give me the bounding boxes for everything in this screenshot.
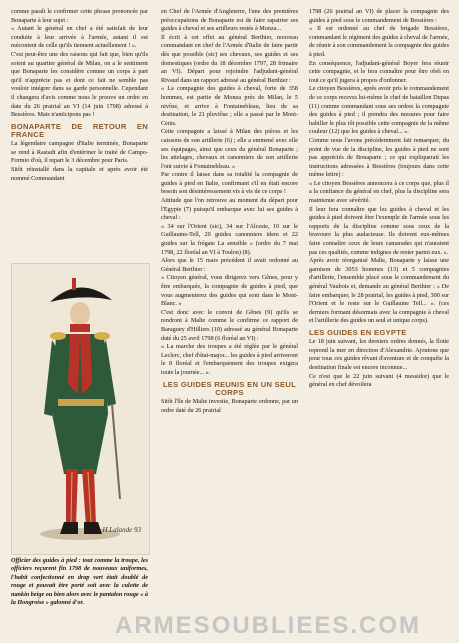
illustrator-signature: H.Lalande 93: [102, 526, 141, 534]
column-2: [161, 8, 298, 415]
site-watermark: ARMESOUBLIEES.COM: [114, 612, 421, 639]
paragraph: « Il est ordonné au chef de brigade Bessières, commandant le régiment des guides à cheval de l'armée, de réunir à son commandement la compagnie des guides à pied.: [309, 25, 449, 58]
paragraph: Il leur fera connaître que les guides à cheval et les guides à pied doivent être l'exemple de l'armée sous les rapports de la discipline comme sous ceux de la bravoure la plus audacieuse. Ils doivent eux-mêmes faire connaître ceux de leurs camarades qui n'auraient pas ces qualités, comme indignes de rester parmi eux. ».: [309, 205, 449, 256]
paragraph: « La marche des troupes a été réglée par le général Leclerc, chef d'état-major... les guides à pied arriveront le 8 floréal et l'embarquement des troupes exigera toute la journée... ».: [161, 343, 298, 376]
paragraph: « Le citoyen Bessières annoncera à ce corps que, plus il a la confiance du général en chef, plus la discipline sera maintenue avec sévérité.: [309, 179, 449, 205]
paragraph: Cette compagnie a laissé à Milan des pièces et les caissons de son artillerie (6) ; elle a emmené avec elle ses équipages, ainsi que ceux du général Bonaparte ; les attelages, chevaux et canonniers de son artillerie l'ont suivie à Fontainebleau. »: [161, 128, 298, 170]
paragraph: en Chef de l'Armée d'Angleterre, l'une des premières préoccupations de Bonaparte est de faire rapatrier ses guides à cheval et ses artilleurs restés à Monza...: [161, 8, 298, 33]
paragraph: « Citoyen général, vous dirigerez vers Gênes, pour y être embarquée, la compagnie de guides à pied, que vous augmenterez des guides qui sont dans le Mont-Blanc. »: [161, 274, 298, 308]
paragraph: comme paraît le confirmer cette phrase prononcée par Bonaparte à leur sujet :: [11, 8, 148, 24]
paragraph: Par contre il laisse dans sa totalité la compagnie de guides à pied en Italie, confirmant s'il en était encore besoin son désintéressement vis à vis de ce corps !: [161, 171, 298, 196]
paragraph: En conséquence, l'adjudant-général Boyer fera réunir cette compagnie, et le fera connaître pour être obéi en tout ce qu'il jugera à propos d'ordonner.: [309, 59, 449, 84]
paragraph: Le 18 juin suivant, les derniers ordres donnés, la flotte reprend la mer en direction d'Alexandrie. Ajoutons que pour tous ces guides rêvant d'aventure et de conquête la destination finale est encore inconnue...: [309, 338, 449, 371]
figure-caption: Officier des guides à pied : tout comme la troupe, les officiers reçurent fin 1798 de nouveaux uniformes, l'habit confectionné en drap vert était doublé de rouge et pouvait être porté soit avec la culotte de nankin beige ou bien alors avec le pantalon rouge « à la Hongroise » galonné d'or.: [11, 557, 148, 607]
section-heading: LES GUIDES REUNIS EN UN SEUL CORPS: [162, 379, 297, 397]
paragraph: Le citoyen Bessières, après avoir pris le commandement de ce corps recevra lui-même le chef de bataillon Dupas (11) comme commandant sous ses ordres la compagnie des guides à pied ; il prendra des mesures pour faire habiller le plus tôt possible cette compagnie de la même couleur (12) que les guides à cheval... ».: [309, 85, 449, 136]
column-3: [309, 8, 449, 390]
paragraph: Sitôt réinstallé dans la capitale et après avoir été nommé Commandant: [11, 165, 148, 182]
paragraph: « 34 sur l'Orient (sic), 34 sur l'Alceste, 10 sur le Guillaume-Tell, 20 guides canonniers idem et 22 guides sur la frégate La sensible » (ordre du 7 mai 1798, 22 floréal an VI à Toulon) (8).: [161, 222, 298, 256]
guide-officer-figure: [12, 264, 149, 554]
section-heading: LES GUIDES EN EGYPTE: [309, 327, 407, 337]
paragraph: Comme nous l'avons précédemment fait remarquer, du point de vue de la discipline, les guides à pied ne sont pas appréciés de Bonaparte ; ce qui expliquerait les instructions adressées à Bessières (toujours dans cette même lettre) :: [309, 136, 449, 179]
paragraph: « Autant le général en chef a été satisfait de leur conduite à leur arrivée à l'armée, autant il est mécontent de celle qu'ils tiennent actuellement ! ».: [11, 25, 148, 50]
paragraph: Il écrit à cet effet au général Berthier, nouveau commandant en chef de l'Armée d'Italie de faire partir dès que possible (sic) ses chevaux, ses guides et ses domestiques (ordre du 18 décembre 1797, 28 frimaire an VI). Départ pour rejoindre l'adjudant-général Rivaud dans un rapport adressé au général Berthier :: [161, 33, 298, 84]
officer-illustration: [11, 263, 150, 555]
paragraph: 1798 (26 prairial an VI) de placer la compagnie des guides à pied sous le commandement de Bessières :: [309, 8, 449, 24]
paragraph: C'est peut-être une des raisons qui fait que, bien qu'ils soient au quartier général de Milan, on a le sentiment que Bonaparte les considère comme un corps à part qu'il n'apprécie pas et dont ce fait ne semble pas vouloir intégrer dans sa garde personnelle. Cependant il changera d'avis comme nous le prouve un ordre en date du 26 prairial an VI (14 juin 1798) adressé à Bessières. Mais n'anticipons pas !: [11, 50, 148, 119]
paragraph: Alors que le 15 mars précédent il avait ordonné au Général Berthier :: [161, 257, 298, 273]
section-heading: BONAPARTE DE RETOUR EN FRANCE: [11, 121, 148, 139]
paragraph: Après avoir réorganisé Malte, Bonaparte y laisse une garnison de 3053 hommes (13) et 5 compagnies d'artillerie, l'ensemble placé sous le commandement du général Vaubois et, demande au général Berthier : « De faire embarquer, le 28 prairial, les guides à pied, 300 sur l'Orient et le reste sur le Guillaume Tell... ». (ces derniers formant désormais avec la compagnie à cheval et l'artillerie des guides un seul et unique corps).: [309, 257, 449, 325]
paragraph: C'est donc avec le convoi de Gênes (9) qu'ils se rendront à Malte comme le confirme ce rapport de Baraguey d'Hilliers (10) adressé au général Bonaparte daté du 25 avril 1798 (6 floréal an VI) :: [161, 308, 298, 342]
paragraph: « La compagnie des guides à cheval, forte de 358 hommes, est partie de Monza près de Milan, le 5 nivôse, et arrive à Fontainebleau, lieu de sa destination, le 21 pluviôse ; elle a passé par le Mont-Cenis.: [161, 85, 298, 127]
paragraph: La légendaire campagne d'Italie terminée, Bonaparte se rend à Rastadt afin d'entériner le traité de Campo-Formio d'où, il repart le 3 décembre pour Paris.: [11, 140, 148, 165]
paragraph: Ce n'est que le 22 juin suivant (4 messidor) que le général en chef dévoilera: [309, 372, 449, 389]
column-1: [11, 8, 148, 183]
paragraph: Sitôt l'île de Malte investie, Bonaparte ordonne, par un ordre daté du 26 prairial: [161, 397, 298, 414]
paragraph: Attitude que l'on retrouve au moment du départ pour l'Egypte (7) puisqu'il embarque avec lui ses guides à cheval :: [161, 197, 298, 222]
